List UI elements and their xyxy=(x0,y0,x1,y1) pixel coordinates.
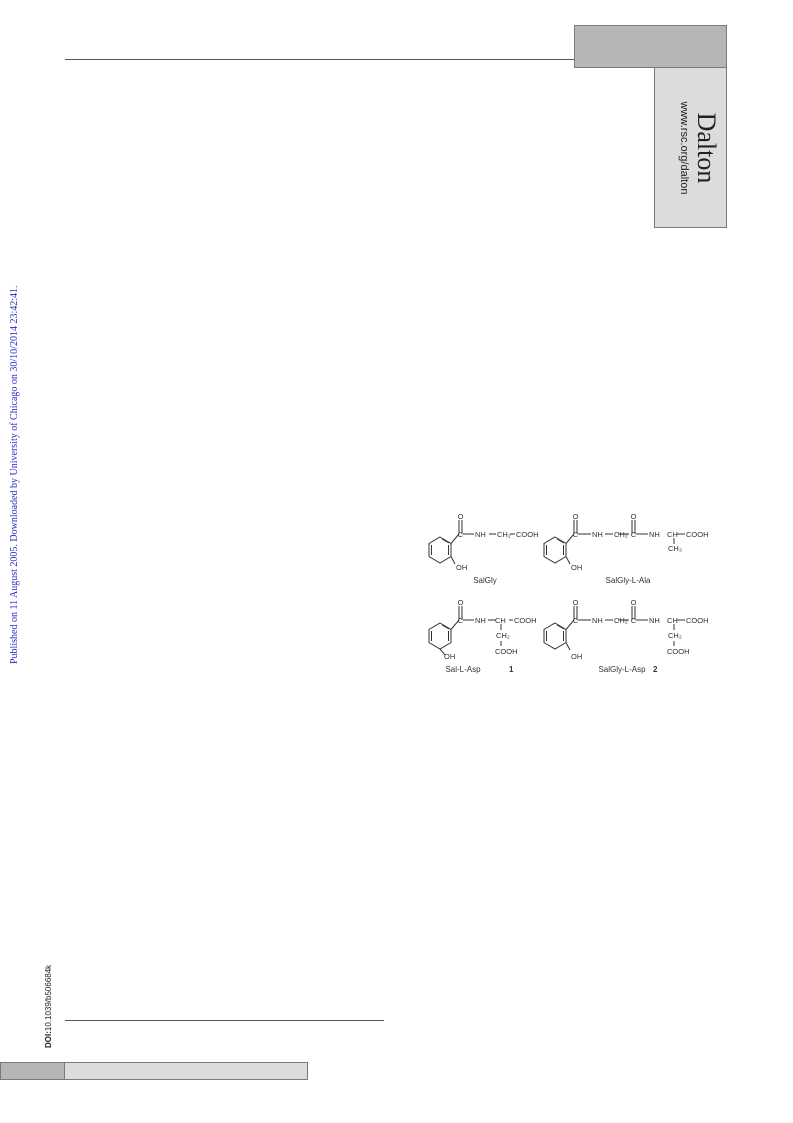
atom-nh: NH xyxy=(475,530,486,539)
atom-nh: NH xyxy=(649,530,660,539)
chemical-structures-figure xyxy=(415,510,715,680)
footer-light-bar xyxy=(64,1062,308,1080)
atom-ch3: CH₃ xyxy=(668,544,682,553)
compound-label: SalGly-L-Ala xyxy=(605,576,651,585)
header-corner-box xyxy=(574,25,727,68)
header-rule xyxy=(65,59,574,60)
atom-ch2: CH₂ xyxy=(668,631,682,640)
journal-tab-text xyxy=(661,73,721,223)
compound-label: Sal-L-Asp xyxy=(445,665,481,674)
structure-salgly-asp xyxy=(544,606,685,650)
atom-c: C xyxy=(630,616,637,625)
atom-oh: OH xyxy=(571,563,583,572)
atom-cooh: COOH xyxy=(514,616,537,625)
atom-nh: NH xyxy=(592,530,603,539)
atom-ch: CH xyxy=(667,530,678,539)
atom-o: O xyxy=(457,598,464,607)
atom-ch2: CH₂ xyxy=(497,530,511,539)
atom-ch2: CH₂ xyxy=(614,616,628,625)
atom-cooh: COOH xyxy=(686,616,709,625)
atom-o: O xyxy=(630,598,637,607)
compound-number: 1 xyxy=(509,665,514,674)
atom-cooh: COOH xyxy=(516,530,539,539)
atom-c: C xyxy=(572,616,579,625)
atom-c: C xyxy=(630,530,637,539)
atom-ch: CH xyxy=(495,616,506,625)
atom-cooh: COOH xyxy=(686,530,709,539)
atom-cooh: COOH xyxy=(495,647,518,656)
doi-line[interactable] xyxy=(44,965,53,1048)
atom-nh: NH xyxy=(649,616,660,625)
atom-o: O xyxy=(572,598,579,607)
structure-salgly-ala xyxy=(544,520,685,564)
atom-ch: CH xyxy=(667,616,678,625)
compound-number: 2 xyxy=(653,665,658,674)
journal-name: Dalton xyxy=(692,112,721,184)
footnote-rule xyxy=(65,1020,384,1021)
structure-salgly xyxy=(429,520,515,564)
atom-oh: OH xyxy=(456,563,468,572)
atom-ch2: CH₂ xyxy=(496,631,510,640)
atom-o: O xyxy=(572,512,579,521)
atom-c: C xyxy=(457,530,464,539)
atom-ch2: CH₂ xyxy=(614,530,628,539)
footer-dark-box xyxy=(0,1062,65,1080)
atom-cooh: COOH xyxy=(667,647,690,656)
atom-nh: NH xyxy=(475,616,486,625)
atom-oh: OH xyxy=(571,652,583,661)
atom-oh: OH xyxy=(444,652,456,661)
doi-value: 10.1039/b506684k xyxy=(44,964,53,1032)
journal-tab xyxy=(654,68,727,228)
published-note[interactable]: Published on 11 August 2005. Downloaded by University of Chicago on 30/10/2014 23:42:41. xyxy=(9,285,20,664)
atom-o: O xyxy=(457,512,464,521)
atom-c: C xyxy=(572,530,579,539)
doi-label: DOI: xyxy=(44,1031,53,1048)
atom-o: O xyxy=(630,512,637,521)
journal-url[interactable]: www.rsc.org/dalton xyxy=(678,101,690,195)
atom-nh: NH xyxy=(592,616,603,625)
compound-label: SalGly-L-Asp xyxy=(598,665,646,674)
compound-label: SalGly xyxy=(473,576,497,585)
atom-c: C xyxy=(457,616,464,625)
structures-svg xyxy=(415,510,715,680)
